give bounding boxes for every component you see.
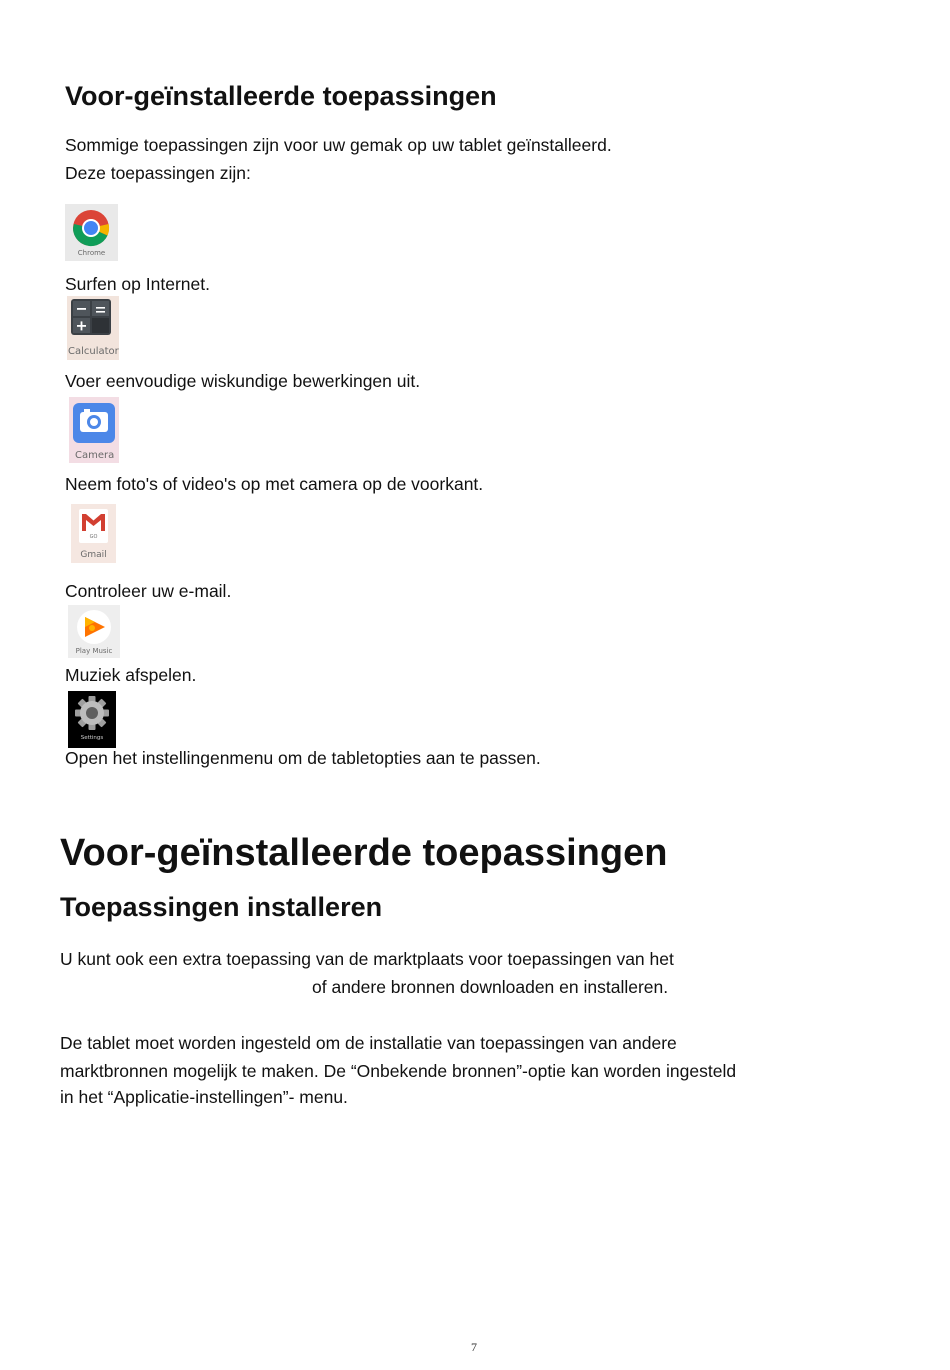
app-description: Muziek afspelen. — [65, 665, 197, 685]
section-title: Voor-geïnstalleerde toepassingen — [65, 81, 497, 111]
play-music-icon — [68, 605, 120, 658]
intro-text: Sommige toepassingen zijn voor uw gemak op uw tablet geïnstalleerd. — [65, 135, 612, 155]
page-number: 7 — [471, 1340, 477, 1354]
chrome-icon — [65, 204, 118, 261]
icon-caption-badge: GO — [89, 534, 98, 540]
app-description: Open het instellingenmenu om de tabletopties aan te passen. — [65, 748, 541, 768]
camera-icon — [69, 397, 119, 463]
icon-caption: Gmail — [80, 550, 107, 560]
calculator-icon — [67, 296, 119, 360]
icon-caption: Play Music — [75, 647, 113, 655]
gmail-icon — [71, 504, 116, 563]
intro-text: Deze toepassingen zijn: — [65, 163, 251, 183]
app-description: Voer eenvoudige wiskundige bewerkingen uit. — [65, 371, 421, 391]
paragraph-line: marktbronnen mogelijk te maken. De “Onbekende bronnen”-optie kan worden ingesteld — [60, 1061, 737, 1081]
app-description: Neem foto's of video's op met camera op de voorkant. — [65, 474, 484, 494]
paragraph-line: in het “Applicatie-instellingen”- menu. — [60, 1087, 348, 1107]
icon-caption: Chrome — [77, 249, 106, 257]
paragraph-line: of andere bronnen downloaden en installeren. — [312, 977, 669, 997]
app-description: Controleer uw e-mail. — [65, 581, 232, 601]
icon-caption: Camera — [75, 450, 115, 461]
paragraph-line: De tablet moet worden ingesteld om de installatie van toepassingen van andere — [60, 1033, 677, 1053]
section-title: Voor-geïnstalleerde toepassingen — [60, 832, 668, 874]
app-description: Surfen op Internet. — [65, 274, 210, 294]
icon-caption: Calculator — [68, 346, 119, 357]
section-subtitle: Toepassingen installeren — [60, 892, 383, 922]
settings-icon — [68, 691, 116, 748]
paragraph-line: U kunt ook een extra toepassing van de marktplaats voor toepassingen van het — [60, 949, 674, 969]
icon-caption: Settings — [80, 735, 104, 741]
